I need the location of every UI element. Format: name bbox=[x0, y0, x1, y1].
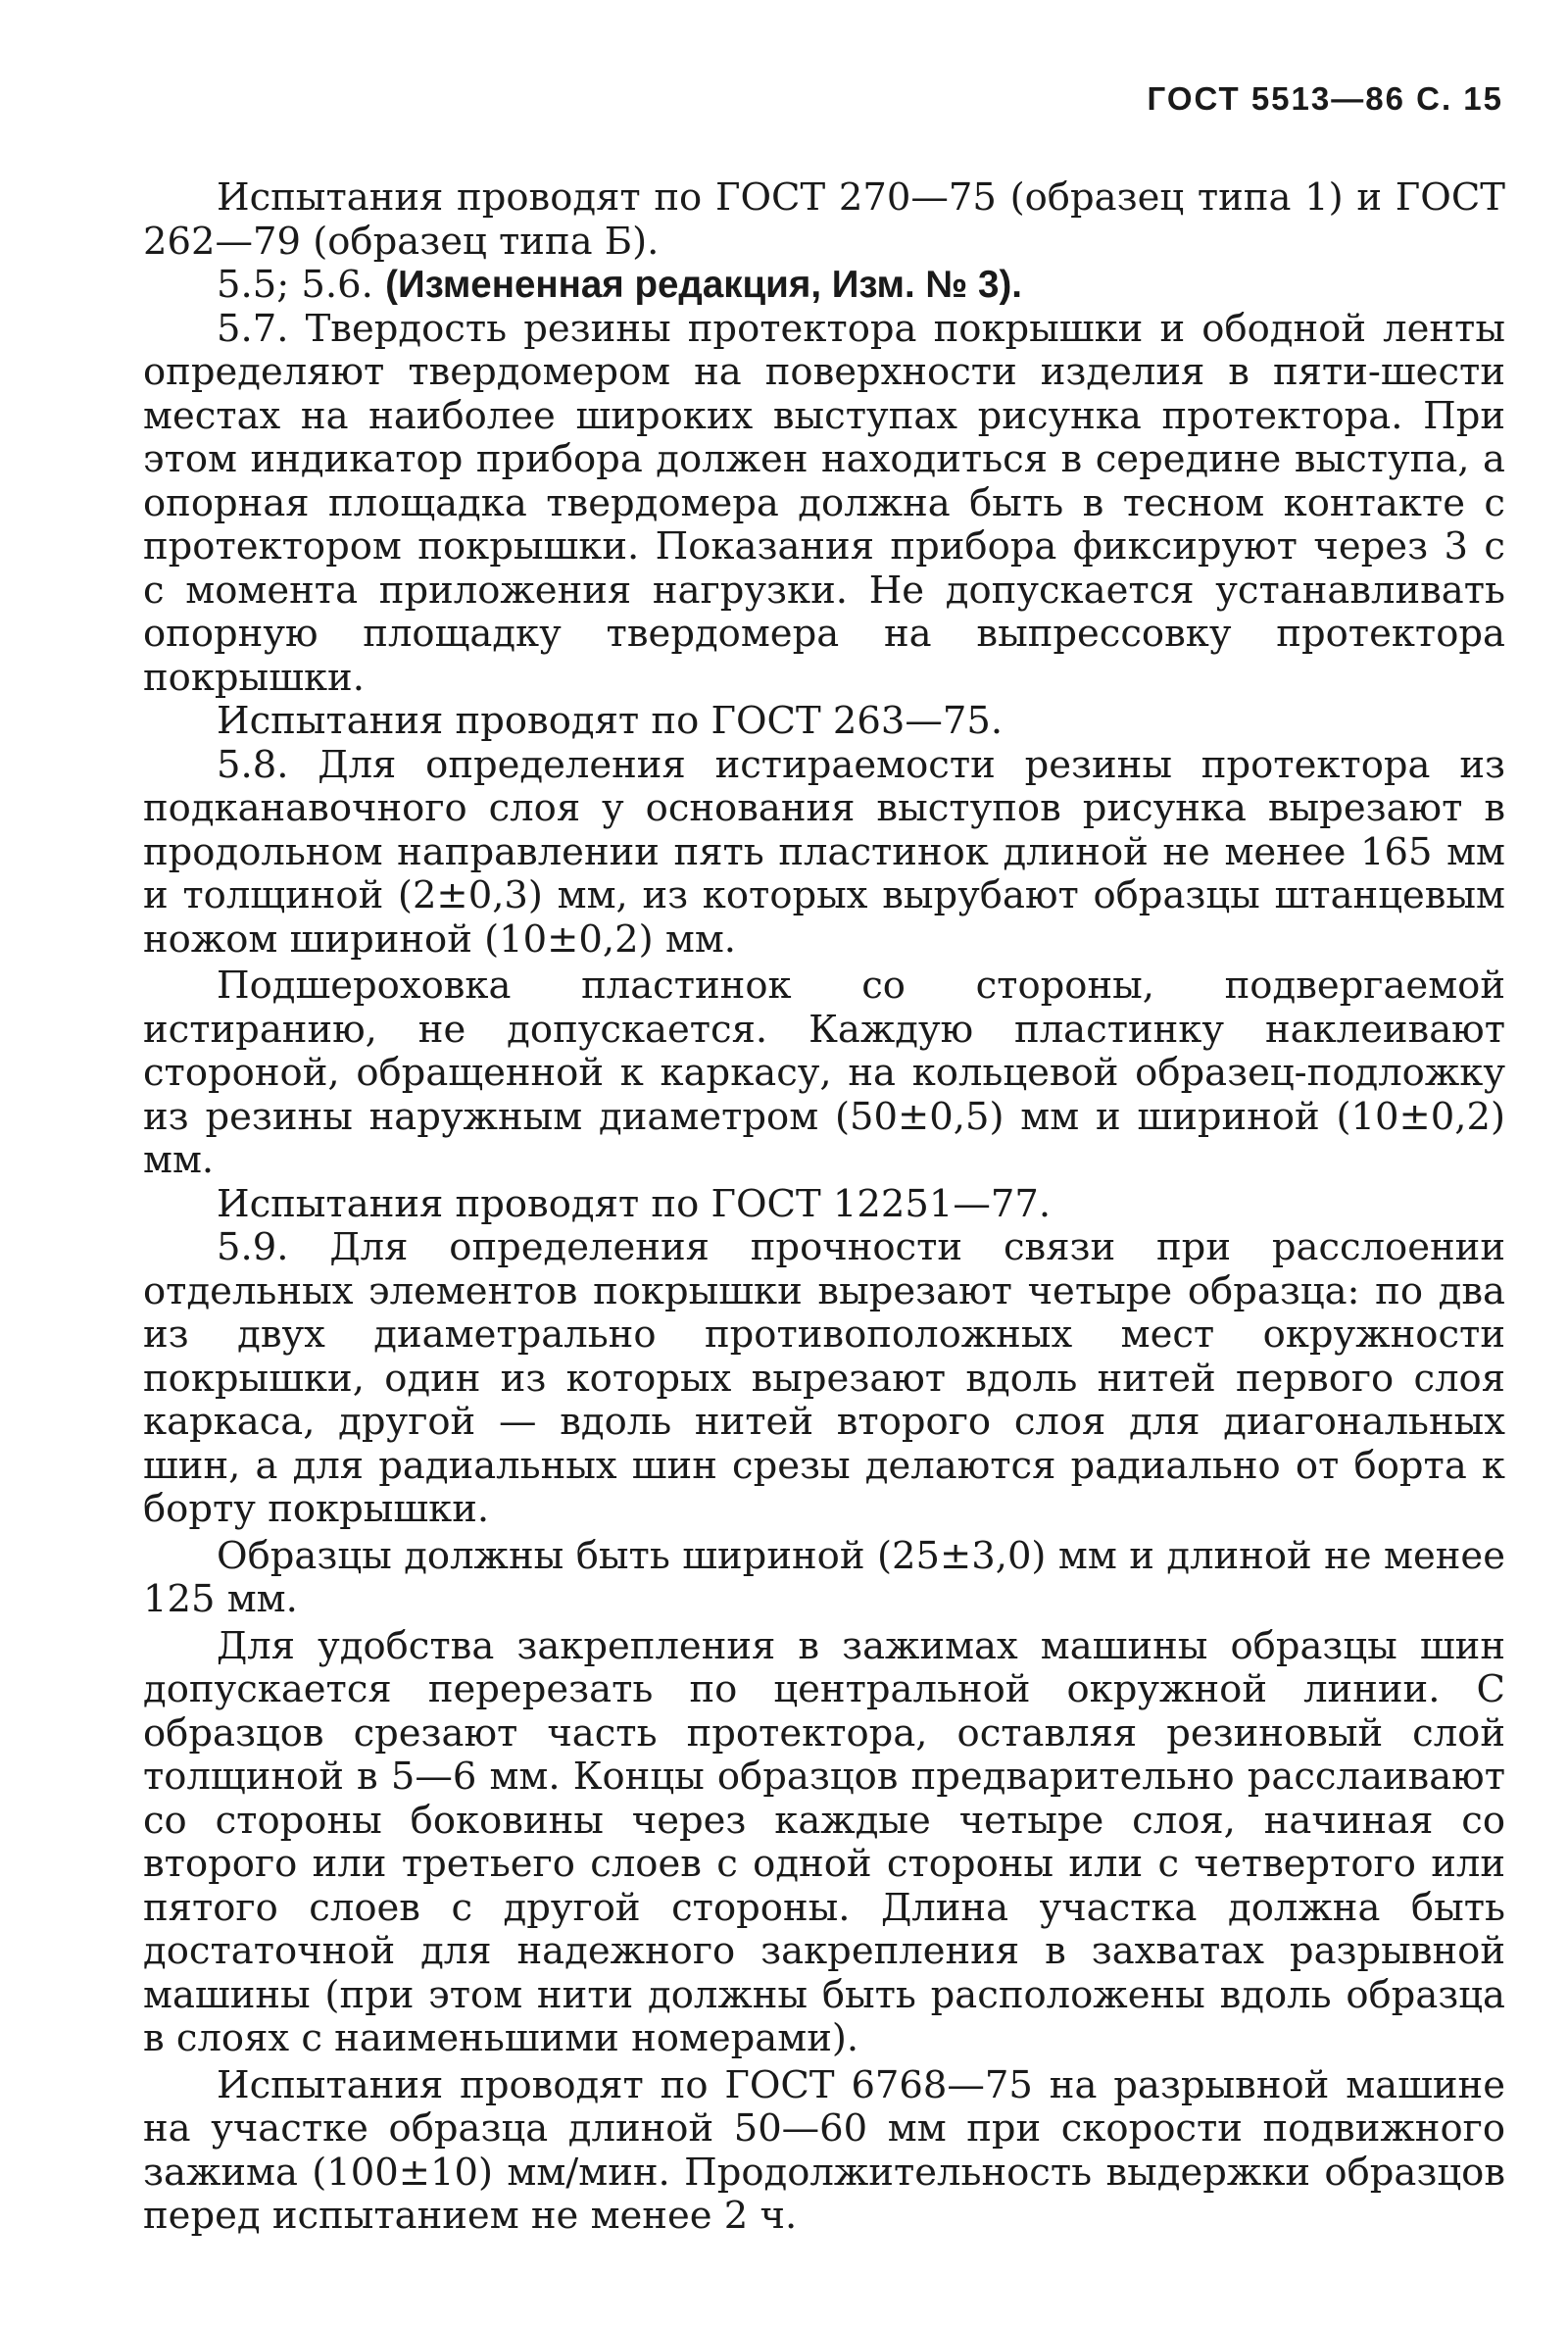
paragraph-abrasion-standard: Испытания проводят по ГОСТ 12251—77. bbox=[217, 1181, 1052, 1226]
paragraph-tensile-standard: Испытания проводят по ГОСТ 6768—75 на разрывной машине на участке образца длиной 50—60 мм при скорости подвижного зажима (100±10) мм/мин. Продолжительность выдержки образцов перед испытанием не менее 2 ч. bbox=[143, 2062, 1505, 2238]
paragraph-sample-size: Образцы должны быть шириной (25±3,0) мм и длиной не менее 125 мм. bbox=[143, 1533, 1505, 1621]
page-header: ГОСТ 5513—86 С. 15 bbox=[1147, 80, 1503, 117]
paragraph-clamping: Для удобства закрепления в зажимах машины образцы шин допускается перерезать по центральной окружной линии. С образцов срезают часть протектора, оставляя резиновый слой толщиной в 5—6 мм. Концы образцов предварительно расслаивают со стороны боковины через каждые четыре слоя, начиная со второго или третьего слоев с одной стороны или с четвертого или пятого слоев с другой стороны. Длина участка должна быть достаточной для надежного закрепления в захватах разрывной машины (при этом нити должны быть расположены вдоль образца в слоях с наименьшими номерами). bbox=[143, 1623, 1505, 2060]
paragraph-5-8-abrasion: 5.8. Для определения истираемости резины протектора из подканавочного слоя у основания выступов рисунка вырезают в продольном направлении пять пластинок длиной не менее 165 мм и толщиной (2±0,3) мм, из которых вырубают образцы штанцевым ножом шириной (10±0,2) мм. bbox=[143, 742, 1505, 962]
paragraph-roughening: Подшероховка пластинок со стороны, подвергаемой истиранию, не допускается. Каждую пластинку наклеивают стороной, обращенной к каркасу, на кольцевой образец-подложку из резины наружным диаметром (50±0,5) мм и шириной (10±0,2) мм. bbox=[143, 964, 1505, 1182]
amendment-note: (Измененная редакция, Изм. № 3). bbox=[385, 264, 1022, 306]
paragraph-5-7-hardness: 5.7. Твердость резины протектора покрышки и ободной ленты определяют твердомером на поверхности изделия в пяти-шести местах на наиболее широких выступах рисунка протектора. При этом индикатор прибора должен находиться в середине выступа, а опорная площадка твердомера должна быть в тесном контакте с протектором покрышки. Показания прибора фиксируют через 3 с с момента приложения нагрузки. Не допускается устанавливать опорную площадку твердомера на выпрессовку протектора покрышки. bbox=[143, 306, 1505, 700]
amendment-line bbox=[143, 264, 1505, 308]
document-body bbox=[143, 176, 1505, 2239]
paragraph-hardness-standard: Испытания проводят по ГОСТ 263—75. bbox=[217, 699, 1004, 743]
paragraph-test-standards: Испытания проводят по ГОСТ 270—75 (образец типа 1) и ГОСТ 262—79 (образец типа Б). bbox=[143, 175, 1505, 264]
paragraph-5-9-adhesion: 5.9. Для определения прочности связи при расслоении отдельных элементов покрышки вырезают четыре образца: по два из двух диаметрально противоположных мест окружности покрышки, один из которых вырезают вдоль нитей первого слоя каркаса, другой — вдоль нитей второго слоя для диагональных шин, а для радиальных шин срезы делаются радиально от борта к борту покрышки. bbox=[143, 1225, 1505, 1531]
amendment-items: 5.5; 5.6. bbox=[217, 263, 373, 307]
